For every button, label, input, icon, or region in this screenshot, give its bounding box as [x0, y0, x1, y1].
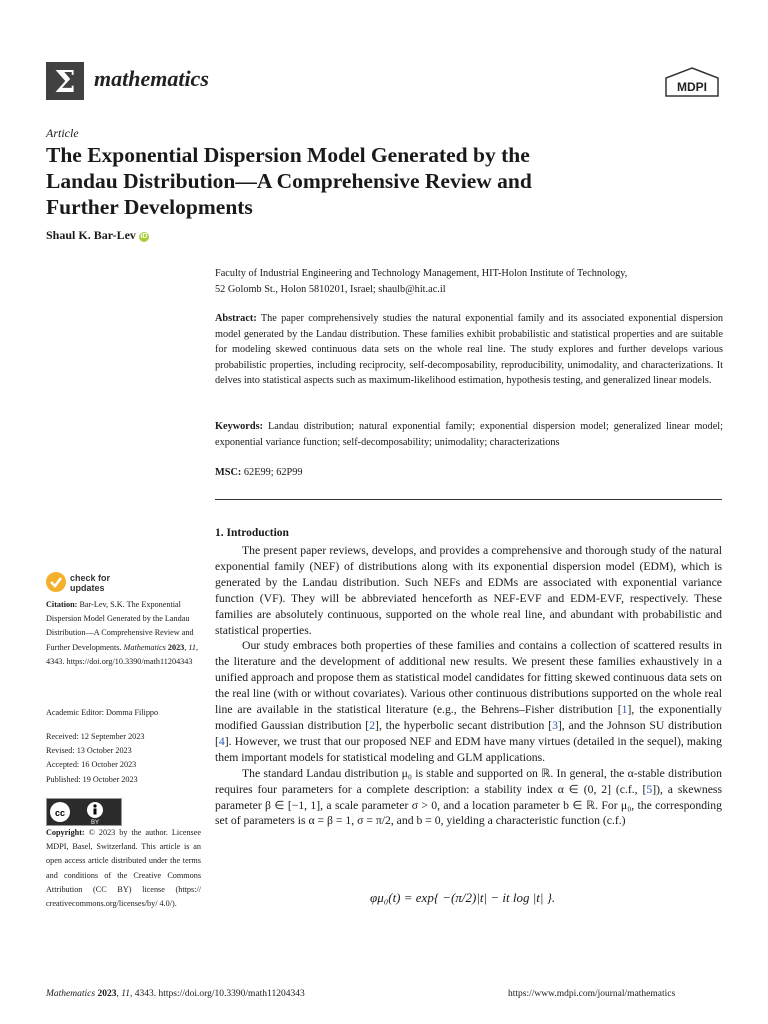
keywords-label: Keywords: [215, 421, 264, 432]
keywords [215, 419, 723, 450]
journal-logo [46, 62, 84, 100]
title-line: The Exponential Dispersion Model Generated by the [46, 143, 530, 167]
article-title [46, 142, 646, 220]
copyright: Copyright: © 2023 by the author. Licensee MDPI, Basel, Switzerland. This article is an open access article distributed under the terms and conditions of the Creative Commons Attribution (CC BY) license (https:// creativecommons.org/licenses/by/ 4.0/). [46, 828, 202, 909]
journal-name: mathematics [94, 66, 209, 91]
title-line: Further Developments [46, 195, 253, 219]
publication-dates: Received: 12 September 2023 Revised: 13 October 2023 Accepted: 16 October 2023 Published: 19 October 2023 [46, 732, 145, 784]
author [46, 228, 149, 243]
svg-text:MDPI: MDPI [677, 80, 707, 94]
reference-link[interactable]: 4 [218, 734, 225, 748]
sigma-icon: Σ [54, 65, 76, 100]
abstract-text: The paper comprehensively studies the natural exponential family and its associated exponential dispersion model generated by the Landau distribution. These families exhibit probabilistic and statistical properties and are suitable for modeling skewed continuous data sets on the whole real line. The study explores and further develops various probabilistic properties, including reciprocity, self-decomposability, reproducibility, unimodality, and characterizations. It delves into statistical aspects such as maximum-likelihood estimation, hypothesis testing, and generalized linear models. [215, 313, 724, 386]
reference-link[interactable]: 2 [369, 718, 376, 732]
mdpi-logo [662, 66, 722, 102]
reference-link[interactable]: 5 [646, 782, 653, 796]
check-for-updates-button[interactable] [46, 572, 116, 596]
equation: φμ₀(t) = exp{ −(π/2)|t| − it log |t| }. [370, 890, 556, 905]
orcid-icon[interactable]: iD [140, 233, 148, 240]
affiliation: Faculty of Industrial Engineering and Technology Management, HIT-Holon Institute of Technology, 52 Golomb St., Holon 5810201, Israel; shaulb@hit.ac.il [215, 268, 628, 295]
reference-link[interactable]: 1 [621, 703, 628, 717]
paragraph: The present paper reviews, develops, and provides a comprehensive and thorough study of the natural exponential family (NEF) of distributions along with its exponential dispersion model (EDM), which is generated by the Landau distribution. Such NEFs and EDMs are associated with exponential variance function (VF). They will be abbreviated henceforth as NEF-EVF and EDM-EVF, respectively. These families are absolutely continuous, supported on the whole real line, and abundant with probabilistic and statistical properties. [215, 544, 722, 637]
academic-editor: Academic Editor: Domma Filippo [46, 708, 159, 717]
msc-label: MSC: [215, 467, 242, 478]
keywords-text: Landau distribution; natural exponential family; exponential dispersion model; generalized linear model; exponential variance function; self-decomposability; unimodality; characterizations [215, 421, 723, 448]
reference-link[interactable]: 3 [552, 718, 558, 732]
check-icon [46, 572, 66, 592]
divider [215, 499, 722, 500]
msc-text: 62E99; 62P99 [243, 467, 303, 478]
footer-citation: Mathematics 2023, 11, 4343. https://doi.org/10.3390/math11204343 [46, 989, 305, 999]
abstract [215, 311, 723, 389]
citation: Citation: Bar-Lev, S.K. The Exponential Dispersion Model Generated by the Landau Distribution—A Comprehensive Review and Further Developments. Mathematics 2023, 11, 4343. https://doi.org/10.3390/math11204343 [46, 600, 198, 666]
author-name[interactable]: Shaul K. Bar-Lev [46, 228, 136, 242]
footer-url[interactable]: https://www.mdpi.com/journal/mathematics [508, 989, 676, 999]
check-updates-label: check for updates [70, 573, 111, 593]
paragraph: Our study embraces both properties of these families and contains a collection of scattered results in the literature and the development of additional new results. We present these families exhaustively in a unified approach and propose them as statistical model candidates for fitting skewed continuous data sets on the real line (with or without covariates). Various other continuous distributions supported on the whole real line are available in the statistical literature (e.g., the Behrens–Fisher distribution [1], the exponentially modified Gaussian distribution [2], the hyperbolic secant distribution [3], and the Johnson SU distribution [4]. However, we trust that our proposed NEF and EDM have many virtues (detailed in the sequel), making them important models for statistical modeling and GLM applications. [215, 639, 722, 764]
section-heading: 1. Introduction [215, 527, 289, 539]
cc-license-badge[interactable] [46, 798, 122, 826]
doi-link[interactable]: , 4343. https://doi.org/10.3390/math11204343 [46, 642, 198, 666]
article-type: Article [46, 126, 79, 140]
title-line: Landau Distribution—A Comprehensive Review and [46, 169, 532, 193]
svg-text:BY: BY [90, 820, 100, 825]
svg-text:cc: cc [54, 808, 66, 818]
paragraph: The standard Landau distribution μ₀ is stable and supported on ℝ. In general, the α-stable distribution requires four parameters for a complete description: a stability index α ∈ (0, 2] (c.f., [5]), a skewness parameter β ∈ [−1, 1], a scale parameter σ > 0, and a location parameter b ∈ ℝ. For μ₀, the corresponding set of parameters is α = β = 1, σ = π/2, and b = 0, yielding a characteristic function (c.f.) [215, 766, 722, 828]
abstract-label: Abstract: [215, 313, 257, 324]
msc [215, 465, 723, 481]
body-text [215, 543, 722, 829]
